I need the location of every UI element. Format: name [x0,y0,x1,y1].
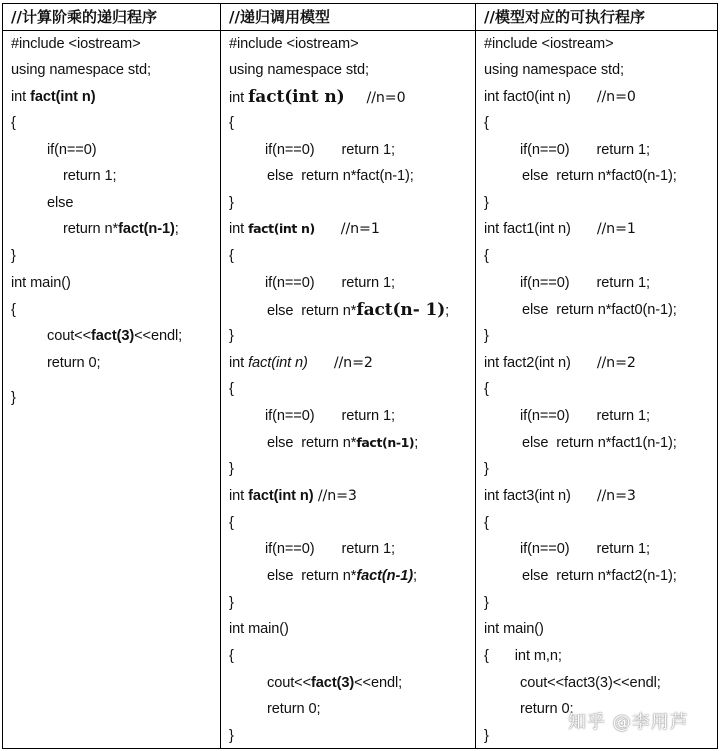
code-line: #include <iostream> [484,35,614,52]
code-line: { [484,514,489,531]
code-line: cout<<fact(3)<<endl; [47,328,183,344]
code-comparison-table [2,3,718,749]
code-line: cout<<fact3(3)<<endl; [520,674,661,691]
code-line: { [229,514,234,531]
code-line: { [484,248,489,264]
code-line: else return n*fact(n-1); [267,168,414,184]
column-header: //递归调用模型 [229,8,330,26]
code-line: if(n==0) return 1; [520,408,650,424]
code-line: if(n==0) return 1; [265,541,395,557]
code-line: } [229,328,234,344]
column-divider [220,4,221,748]
code-line: } [484,727,489,744]
code-line: else return n*fact(n-1); [267,568,417,584]
code-line: { int m,n; [484,648,562,664]
code-line: using namespace std; [484,62,624,78]
code-line: } [229,461,234,477]
code-line: if(n==0) return 1; [520,541,650,557]
code-line: int fact(int n) //n=0 [229,86,406,107]
column-divider [475,4,476,748]
code-line: } [229,727,234,744]
code-line: int fact2(int n) //n=2 [484,354,636,371]
code-line: } [229,594,234,611]
code-line: { [229,381,234,397]
code-line: if(n==0) return 1; [265,408,395,424]
code-line: else return n*fact0(n-1); [522,168,677,184]
code-line: if(n==0) return 1; [265,275,395,291]
code-line: } [11,248,16,264]
code-line: int main() [229,621,289,637]
code-line: else return n*fact1(n-1); [522,434,677,451]
code-line: #include <iostream> [229,35,359,52]
code-line: { [11,115,16,131]
code-line: #include <iostream> [11,35,141,52]
code-line: if(n==0) return 1; [520,141,650,158]
code-line: int fact1(int n) //n=1 [484,221,636,237]
column-header: //计算阶乘的递归程序 [11,8,157,26]
code-line: if(n==0) return 1; [265,141,395,158]
code-line: { [229,248,234,264]
code-line: return 0; [267,701,321,717]
watermark: 知乎 @李用芦 [568,712,689,733]
code-line: { [484,115,489,131]
code-line: int fact(int n) [11,88,96,105]
code-line: { [229,648,234,664]
code-line: else return n*fact2(n-1); [522,568,677,584]
code-line: else return n*fact(n- 1); [267,299,450,320]
code-line: int fact(int n) //n=1 [229,221,380,237]
code-line: return 0; [520,701,574,717]
code-line: } [484,194,489,211]
code-line: int main() [11,275,71,291]
code-line: } [484,594,489,611]
code-line: if(n==0) [47,141,97,158]
code-line: { [229,115,234,131]
code-line: int main() [484,621,544,637]
code-line: return 1; [63,168,117,184]
code-line: return 0; [47,354,101,371]
code-line: } [229,194,234,211]
code-line: } [484,328,489,344]
code-line: else return n*fact(n-1); [267,434,419,451]
code-line: else [47,194,74,211]
code-line: int fact0(int n) //n=0 [484,88,636,105]
column-header: //模型对应的可执行程序 [484,8,645,26]
code-line: int fact(int n) //n=3 [229,488,357,504]
code-line: cout<<fact(3)<<endl; [267,674,403,691]
code-line: int fact(int n) //n=2 [229,354,373,371]
code-line: { [11,301,16,318]
code-line: else return n*fact0(n-1); [522,301,677,318]
code-line: } [484,461,489,477]
code-line: int fact3(int n) //n=3 [484,488,636,504]
code-line: return n*fact(n-1); [63,221,179,237]
code-line: } [11,390,16,406]
code-line: { [484,381,489,397]
code-line: if(n==0) return 1; [520,275,650,291]
code-line: using namespace std; [11,62,151,78]
code-line: using namespace std; [229,62,369,78]
